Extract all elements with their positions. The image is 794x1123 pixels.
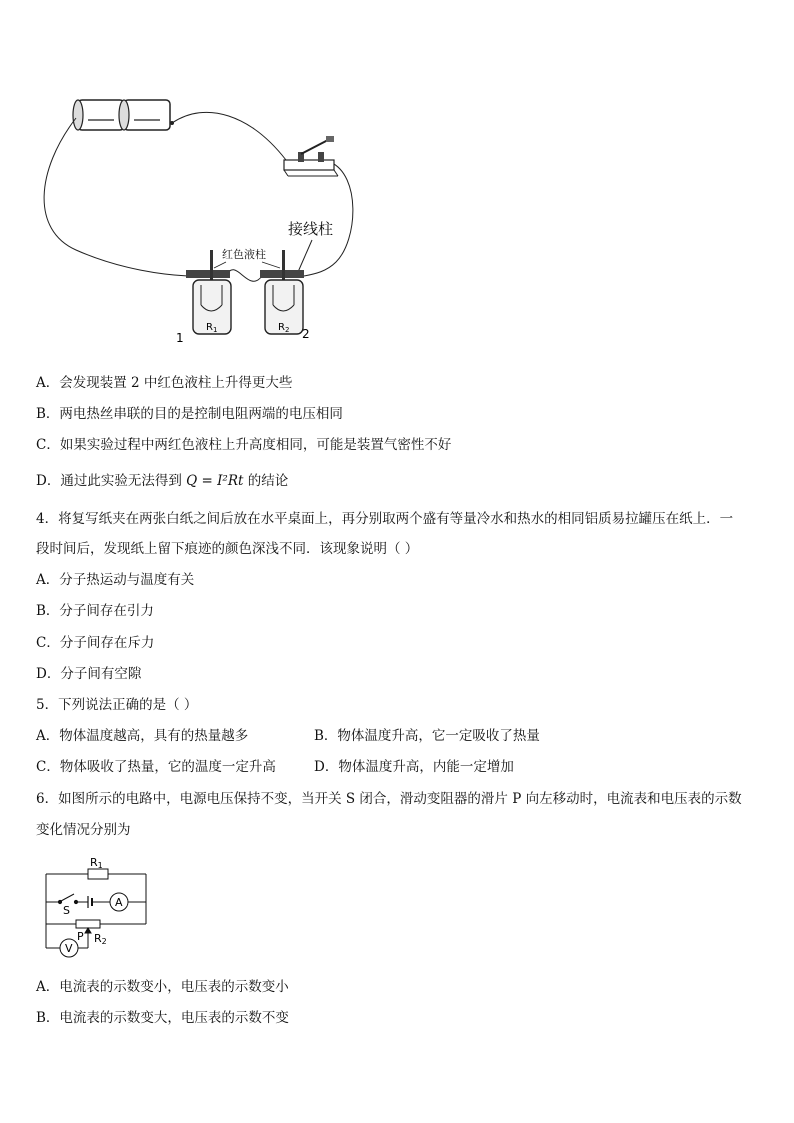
q6-option-b: B．电流表的示数变大，电压表的示数不变 <box>36 1010 289 1026</box>
q5-option-a: A．物体温度越高，具有的热量越多 <box>36 728 249 744</box>
q3-option-d-prefix: D．通过此实验无法得到 <box>36 473 182 489</box>
q6-option-a: A．电流表的示数变小，电压表的示数变小 <box>36 979 289 995</box>
slider-label: P <box>77 930 84 943</box>
resistor-r1 <box>88 869 108 879</box>
q4-option-b: B．分子间存在引力 <box>36 603 154 619</box>
q6-stem-line1: 6．如图所示的电路中，电源电压保持不变，当开关 S 闭合，滑动变阻器的滑片 P 向左移动时，电流表和电压表的示数 <box>36 791 742 807</box>
r1-label: R1 <box>90 856 103 870</box>
knife-switch <box>284 136 338 176</box>
circuit-diagram <box>36 852 156 962</box>
q5-option-b: B．物体温度升高，它一定吸收了热量 <box>314 728 540 744</box>
q4-option-a: A．分子热运动与温度有关 <box>36 572 195 588</box>
q4-stem-line1: 4．将复写纸夹在两张白纸之间后放在水平桌面上，再分别取两个盛有等量冷水和热水的相同铝质易拉罐压在纸上．一 <box>36 511 734 527</box>
r1-label: $R_1$ <box>206 322 218 334</box>
q3-option-c: C．如果实验过程中两红色液柱上升高度相同，可能是装置气密性不好 <box>36 437 452 453</box>
jar-1 <box>176 250 231 345</box>
q3-option-d-formula: Q = I²Rt <box>186 473 244 489</box>
q3-option-a: A．会发现装置 2 中红色液柱上升得更大些 <box>36 375 293 391</box>
switch-label: S <box>63 904 70 917</box>
q4-stem-line2: 段时间后，发现纸上留下痕迹的颜色深浅不同．该现象说明（ ） <box>36 541 419 557</box>
r2-label: $R_2$ <box>278 322 290 334</box>
r2-label: R2 <box>94 932 107 946</box>
q3-option-b: B．两电热丝串联的目的是控制电阻两端的电压相同 <box>36 406 343 422</box>
battery-pack <box>73 100 174 130</box>
q5-option-d: D．物体温度升高，内能一定增加 <box>314 759 514 775</box>
q5-stem: 5．下列说法正确的是（ ） <box>36 697 198 713</box>
figure-joule-experiment <box>36 90 376 352</box>
joule-experiment-diagram <box>36 90 376 352</box>
q3-option-d <box>36 472 288 490</box>
ammeter-label: A <box>115 896 123 909</box>
q4-option-d: D．分子间有空隙 <box>36 666 142 682</box>
q5-option-c: C．物体吸收了热量，它的温度一定升高 <box>36 759 276 775</box>
q6-stem-line2: 变化情况分别为 <box>36 822 131 838</box>
terminal-label: 接线柱 <box>288 220 334 238</box>
figure-circuit <box>36 852 156 962</box>
jar-1-number: 1 <box>176 331 184 345</box>
q3-option-d-suffix: 的结论 <box>247 473 289 489</box>
q4-option-c: C．分子间存在斥力 <box>36 635 155 651</box>
red-liquid-label: 红色液柱 <box>222 248 266 261</box>
rheostat-r2 <box>76 920 100 928</box>
jar-2-number: 2 <box>302 327 310 341</box>
voltmeter-label: V <box>65 942 73 955</box>
